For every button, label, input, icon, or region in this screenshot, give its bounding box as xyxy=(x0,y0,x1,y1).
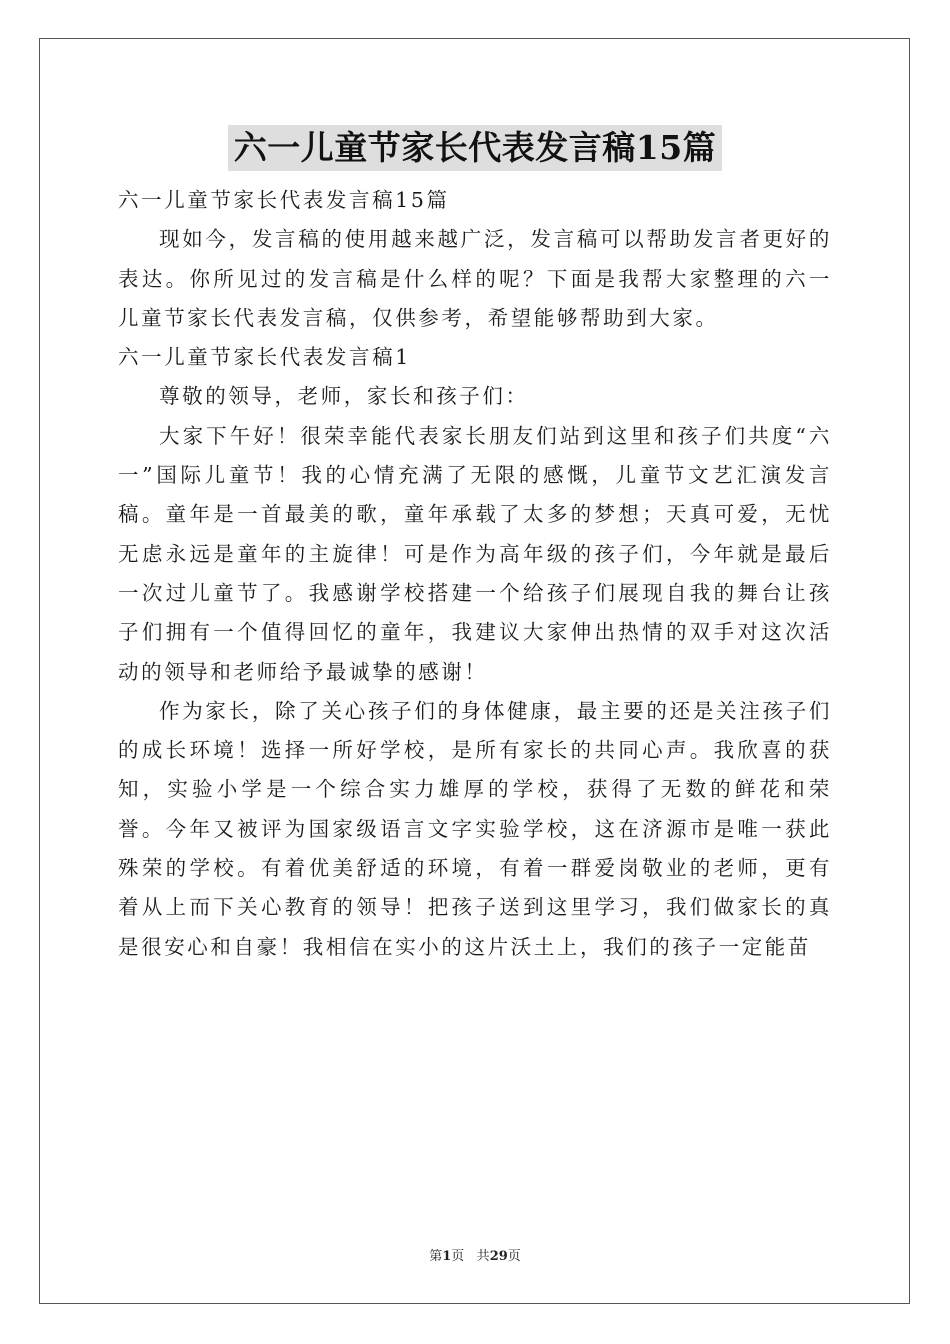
salutation-paragraph: 尊敬的领导，老师，家长和孩子们： xyxy=(159,384,529,409)
total-page-count: 29 xyxy=(489,1249,508,1264)
current-page-number: 1 xyxy=(442,1249,452,1264)
body-paragraph: 大家下午好！很荣幸能代表家长朋友们站到这里和孩子们共度“六一”国际儿童节！我的心情充满了无限的感慨，儿童节文艺汇演发言稿。童年是一首最美的歌，童年承载了太多的梦想；天真可爱，无忧无虑永远是童年的主旋律！可是作为高年级的孩子们，今年就是最后一次过儿童节了。我感谢学校搭建一个给孩子们展现自我的舞台让孩子们拥有一个值得回忆的童年，我建议大家伸出热情的双手对这次活动的领导和老师给予最诚挚的感谢！ xyxy=(118,423,832,684)
intro-paragraph: 现如今，发言稿的使用越来越广泛，发言稿可以帮助发言者更好的表达。你所见过的发言稿是什么样的呢？下面是我帮大家整理的六一儿童节家长代表发言稿，仅供参考，希望能够帮助到大家。 xyxy=(118,227,832,330)
footer-prefix: 第 xyxy=(429,1249,443,1264)
subtitle-line: 六一儿童节家长代表发言稿15篇 xyxy=(118,188,450,212)
section-heading: 六一儿童节家长代表发言稿1 xyxy=(118,345,411,370)
document-title: 六一儿童节家长代表发言稿15篇 xyxy=(228,125,722,171)
document-body xyxy=(118,181,832,967)
footer-total-prefix: 共 xyxy=(476,1249,490,1264)
page-footer xyxy=(0,1245,950,1264)
body-paragraph: 作为家长，除了关心孩子们的身体健康，最主要的还是关注孩子们的成长环境！选择一所好学校，是所有家长的共同心声。我欣喜的获知，实验小学是一个综合实力雄厚的学校，获得了无数的鲜花和荣誉。今年又被评为国家级语言文字实验学校，这在济源市是唯一获此殊荣的学校。有着优美舒适的环境，有着一群爱岗敬业的老师，更有着从上而下关心教育的领导！把孩子送到这里学习，我们做家长的真是很安心和自豪！我相信在实小的这片沃土上，我们的孩子一定能苗 xyxy=(118,698,832,959)
footer-total-suffix: 页 xyxy=(507,1249,521,1264)
title-area xyxy=(0,125,950,171)
footer-page-suffix: 页 xyxy=(451,1249,465,1264)
